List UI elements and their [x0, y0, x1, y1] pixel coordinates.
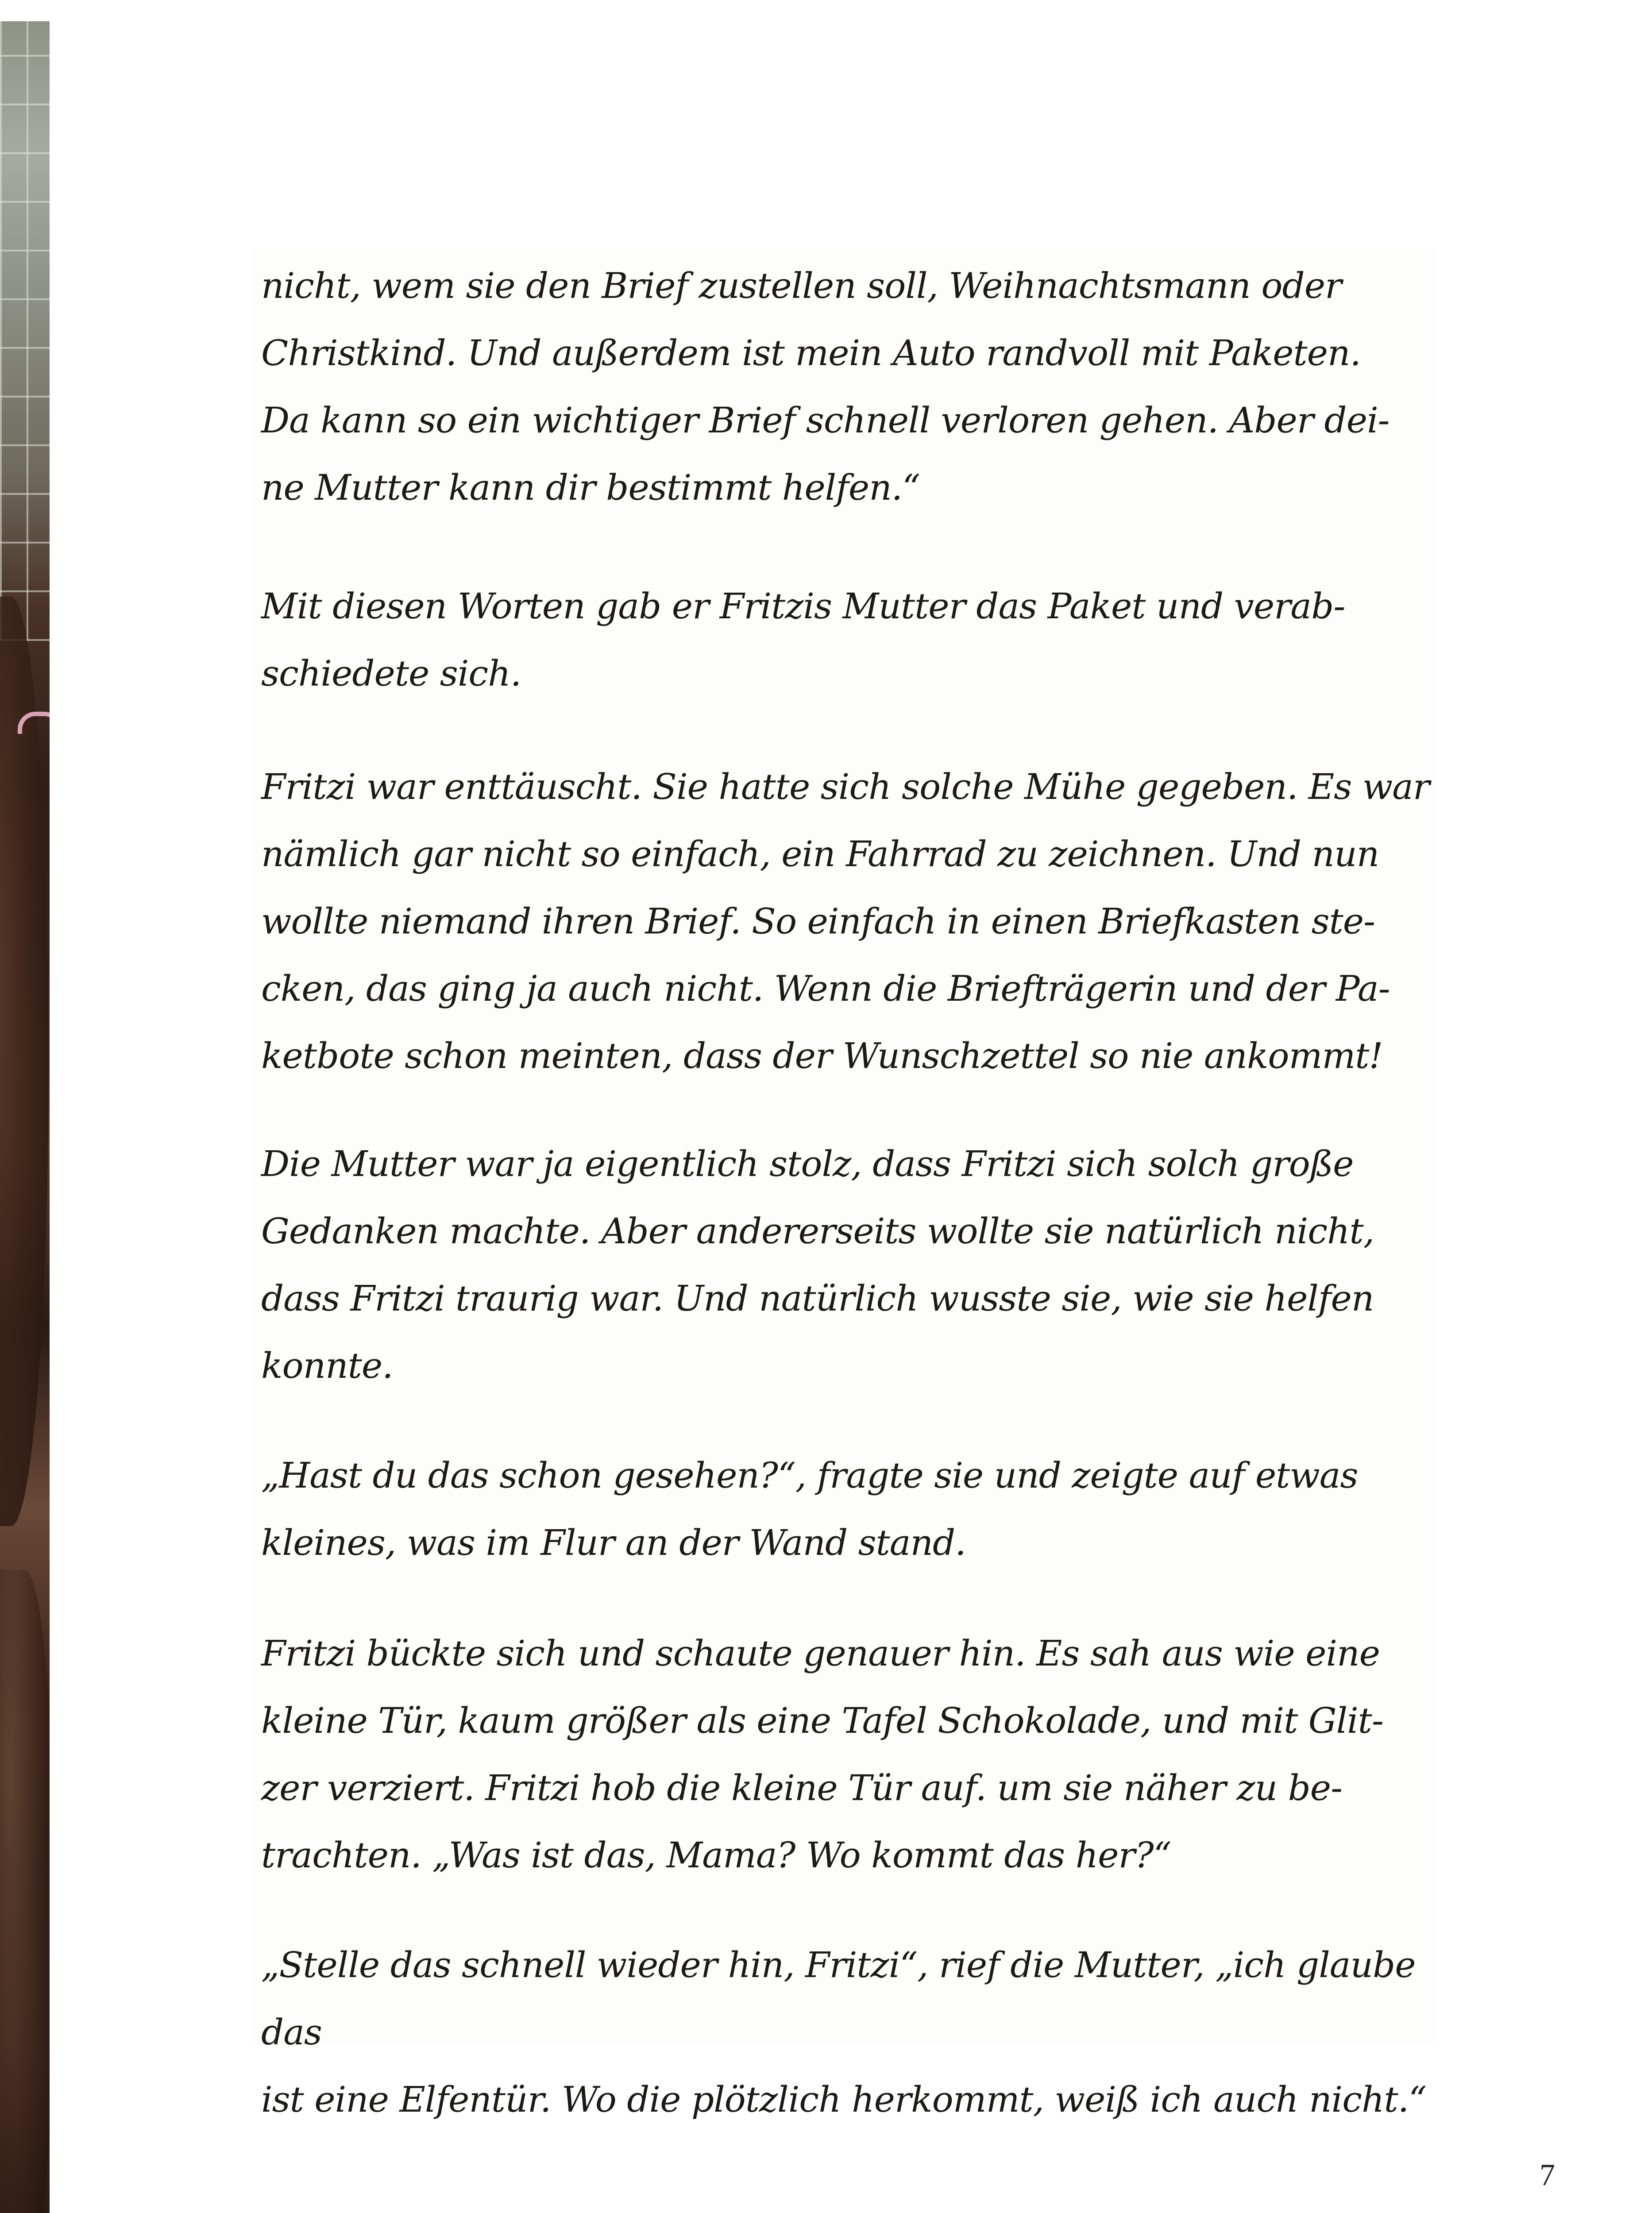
paragraph: Mit diesen Worten gab er Fritzis Mutter das Paket und verab- schiedete sich.: [261, 586, 1345, 694]
paragraph: Fritzi bückte sich und schaute genauer hin. Es sah aus wie eine kleine Tür, kaum größer als eine Tafel Schokolade, und mit Glit- zer verziert. Fritzi hob die kleine Tür auf. um sie näher zu be- trachten. „Was ist das, Mama? Wo kommt das her?“: [261, 1633, 1383, 1876]
side-photo-strip: [0, 21, 50, 2213]
paragraph: Die Mutter war ja eigentlich stolz, dass Fritzi sich solch große Gedanken machte. Aber andererseits wollte sie natürlich nicht, dass Fritzi traurig war. Und natürlich wusste sie, wie sie helfen konnte.: [261, 1143, 1374, 1386]
fence-pattern: [0, 21, 50, 641]
story-text-panel: [251, 248, 1436, 2120]
hair-shape: [0, 597, 49, 1526]
paragraph: Fritzi war enttäuscht. Sie hatte sich solche Mühe gegeben. Es war nämlich gar nicht so einfach, ein Fahrrad zu zeichnen. Und nun wollte niemand ihren Brief. So einfach in einen Briefkasten ste- cken, das ging ja auch nicht. Wenn die Briefträgerin und der Pa- ketbote schon meinten, dass der Wunschzettel so nie ankommt!: [261, 766, 1430, 1076]
paragraph: „Stelle das schnell wieder hin, Fritzi“, rief die Mutter, „ich glaube das ist eine Elfentür. Wo die plötzlich herkommt, weiß ich auch nicht.“: [261, 1944, 1427, 2120]
paragraph: nicht, wem sie den Brief zustellen soll, Weihnachtsmann oder Christkind. Und außerdem ist mein Auto randvoll mit Paketen. Da kann so ein wichtiger Brief schnell verloren gehen. Aber dei- ne Mutter kann dir bestimmt helfen.“: [261, 265, 1390, 508]
hair-shape-lower: [0, 1570, 50, 2213]
paragraph: „Hast du das schon gesehen?“, fragte sie und zeigte auf etwas kleines, was im Flur an der Wand stand.: [261, 1455, 1358, 1563]
page-number: 7: [1540, 2158, 1555, 2192]
